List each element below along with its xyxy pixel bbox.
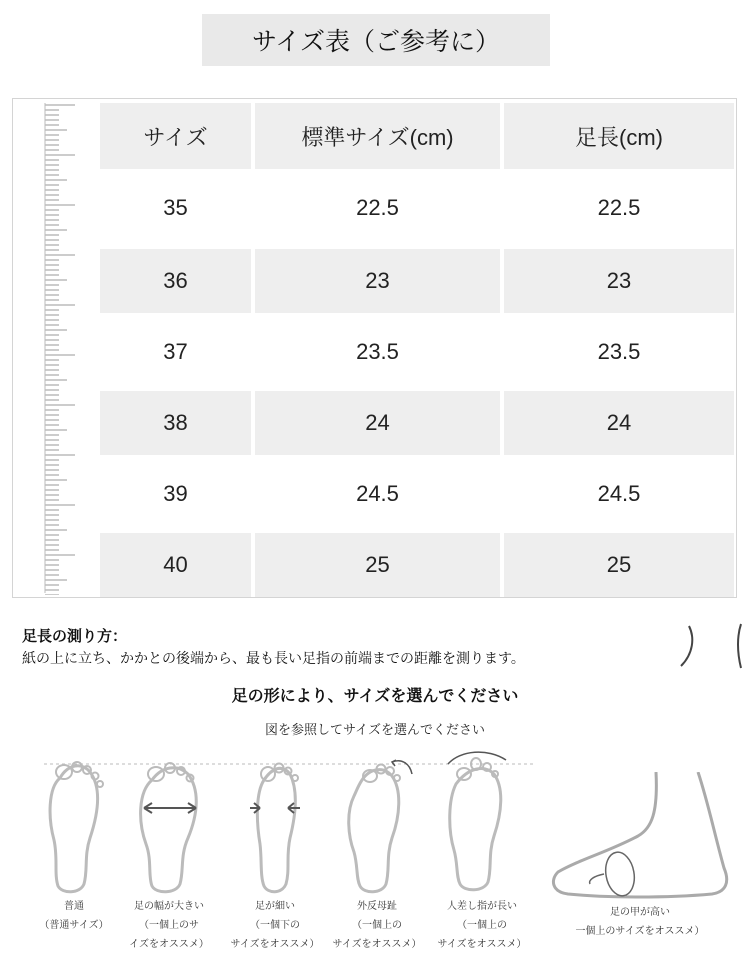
size-table — [12, 98, 737, 598]
measure-title: 足長の測り方： — [22, 627, 128, 645]
sketch-decoration — [675, 620, 750, 675]
table-cell-size: 40 — [100, 533, 251, 597]
caption-line: サイズをオススメ） — [437, 939, 527, 950]
table-cell-size: 36 — [100, 249, 251, 313]
foot-long-second-toe-illustration — [440, 750, 520, 896]
foot-caption-wide — [114, 897, 224, 954]
table-cell-standard: 22.5 — [356, 195, 399, 220]
foot-caption-normal — [24, 897, 124, 935]
caption-line: （一個上の — [457, 920, 507, 931]
table-cell-length: 24.5 — [597, 481, 641, 506]
table-cell-standard: 24.5 — [356, 481, 399, 506]
foot-shape-subtitle: 図を参照してサイズを選んでください — [265, 723, 485, 738]
caption-line: サイズをオススメ） — [230, 939, 320, 950]
table-cell-size: 39 — [163, 481, 188, 506]
header-standard-size: 標準サイズ(cm) — [255, 103, 500, 169]
page-title: サイズ表（ご参考に） — [202, 14, 550, 66]
foot-shape-title: 足の形により、サイズを選んでください — [231, 686, 519, 705]
caption-line: （一個上のサ — [139, 920, 199, 931]
table-cell-standard: 23.5 — [356, 339, 399, 364]
caption-line: イズをオススメ） — [129, 939, 209, 950]
table-cell-size: 37 — [163, 339, 188, 364]
foot-narrow-illustration — [244, 760, 308, 896]
header-foot-length: 足長(cm) — [504, 103, 734, 169]
table-cell-standard: 25 — [255, 533, 500, 597]
caption-line: （一個下の — [250, 920, 300, 931]
table-cell-standard: 23 — [255, 249, 500, 313]
caption-line: サイズをオススメ） — [332, 939, 422, 950]
caption-line: （普通サイズ） — [39, 920, 109, 931]
table-cell-length: 24 — [504, 391, 734, 455]
foot-caption-bunion — [322, 897, 432, 954]
table-cell-length: 22.5 — [597, 195, 641, 220]
caption-line: 足の幅が大きい — [134, 901, 204, 912]
foot-wide-illustration — [134, 760, 204, 896]
foot-caption-long-toe — [426, 897, 538, 954]
measure-description: 紙の上に立ち、かかとの後端から、最も長い足指の前端までの距離を測ります。 — [22, 651, 525, 667]
caption-line: 人差し指が長い — [447, 901, 517, 912]
table-cell-length: 25 — [504, 533, 734, 597]
caption-line: （一個上の — [352, 920, 402, 931]
foot-caption-narrow — [220, 897, 330, 954]
ruler-graphic — [21, 101, 105, 595]
caption-line: 足の甲が高い — [610, 907, 670, 918]
foot-caption-high-instep — [560, 903, 720, 941]
foot-normal-illustration — [40, 758, 108, 896]
caption-line: 一個上のサイズをオススメ） — [575, 926, 705, 937]
caption-line: 足が細い — [255, 901, 295, 912]
table-cell-length: 23 — [504, 249, 734, 313]
foot-bunion-illustration — [340, 756, 416, 896]
table-cell-size: 38 — [100, 391, 251, 455]
caption-line: 外反母趾 — [357, 901, 397, 912]
table-cell-standard: 24 — [255, 391, 500, 455]
foot-high-instep-illustration — [548, 772, 738, 900]
caption-line: 普通 — [64, 901, 84, 912]
table-cell-size: 35 — [163, 195, 188, 220]
header-size: サイズ — [100, 103, 251, 169]
table-cell-length: 23.5 — [597, 339, 641, 364]
